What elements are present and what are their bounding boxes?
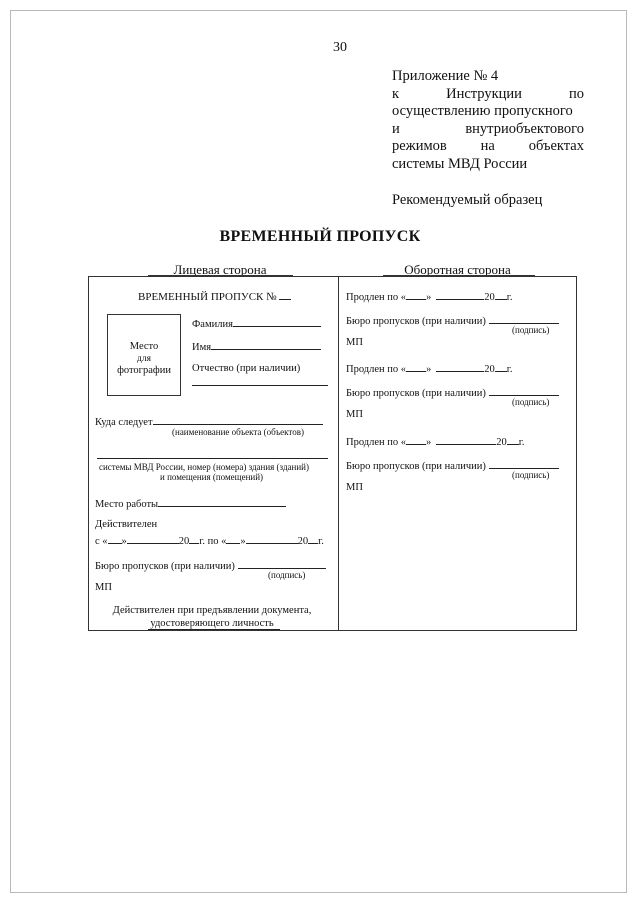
extended-day-field-1[interactable]: [406, 289, 426, 300]
patronymic-label: Отчество (при наличии): [192, 363, 301, 374]
back-bureau-label-3: Бюро пропусков (при наличии): [346, 461, 486, 472]
appendix-line-3-word-1: осуществлению пропускного: [392, 103, 573, 119]
front-side-header: Лицевая сторона: [173, 262, 267, 277]
surname-row: [192, 316, 321, 331]
extended-day-field-2[interactable]: [406, 361, 426, 372]
extended-year-prefix-2: 20: [484, 364, 495, 375]
destination-label: Куда следует: [95, 417, 153, 428]
valid-to-year-suffix: г.: [318, 536, 324, 547]
extended-day-field-3[interactable]: [406, 434, 426, 445]
appendix-line-4: [392, 121, 584, 139]
extended-quote-1: »: [426, 292, 432, 303]
appendix-line-6: [392, 156, 584, 174]
appendix-line-2: [392, 86, 584, 104]
back-signature-caption-1: (подпись): [512, 325, 550, 335]
appendix-block: [392, 68, 584, 173]
workplace-field[interactable]: [158, 496, 286, 507]
back-mp-label-1: МП: [346, 337, 363, 348]
name-row: [192, 339, 321, 354]
extended-year-field-3[interactable]: [507, 434, 519, 445]
valid-to-year-field[interactable]: [308, 533, 318, 544]
photo-placeholder: [107, 314, 181, 396]
destination-caption: (наименование объекта (объектов): [172, 427, 304, 437]
valid-from-day-field[interactable]: [108, 533, 122, 544]
appendix-line-6-word-1: системы МВД России: [392, 155, 528, 172]
front-pass-title: [138, 289, 291, 303]
appendix-line-2-word-3: по: [568, 85, 584, 102]
valid-from-close: »: [121, 536, 127, 547]
extended-month-field-3[interactable]: [436, 434, 496, 445]
page-number: 30: [333, 40, 347, 55]
front-footer-line-1: Действителен при предъявлении документа,: [112, 605, 312, 616]
patronymic-field[interactable]: [192, 385, 328, 386]
extended-year-suffix-1: г.: [506, 292, 513, 303]
name-label: Имя: [192, 342, 212, 353]
front-bureau-signature-field[interactable]: [238, 558, 326, 569]
appendix-line-1-word-1: Приложение № 4: [392, 68, 499, 84]
back-bureau-signature-field-3[interactable]: [489, 458, 559, 469]
extended-year-suffix-2: г.: [506, 364, 513, 375]
valid-from-year-field[interactable]: [189, 533, 199, 544]
front-bureau-label: Бюро пропусков (при наличии): [95, 561, 235, 572]
extended-label-2: Продлен по «: [346, 364, 407, 375]
front-mp-label: МП: [95, 582, 112, 593]
appendix-line-5-word-3: объектах: [528, 138, 584, 154]
extended-year-suffix-3: г.: [518, 437, 525, 448]
back-bureau-label-1: Бюро пропусков (при наличии): [346, 316, 486, 327]
extended-label-3: Продлен по «: [346, 437, 407, 448]
destination-field-2[interactable]: [97, 458, 328, 459]
surname-field[interactable]: [233, 316, 321, 327]
extended-row-2: [346, 361, 513, 376]
front-footer-line-2: удостоверяющего личность: [150, 618, 274, 629]
extended-quote-2: »: [426, 364, 432, 375]
front-pass-title-text: ВРЕМЕННЫЙ ПРОПУСК №: [138, 291, 277, 303]
front-signature-caption: (подпись): [268, 570, 306, 580]
appendix-line-2-word-2: Инструкции: [446, 85, 522, 102]
valid-from-year-prefix: 20: [178, 536, 190, 547]
valid-to-month-field[interactable]: [246, 533, 298, 544]
extended-year-prefix-3: 20: [496, 437, 507, 448]
back-bureau-signature-field-2[interactable]: [489, 385, 559, 396]
back-signature-caption-2: (подпись): [512, 397, 550, 407]
appendix-line-5-word-1: режимов: [392, 138, 447, 154]
back-signature-caption-3: (подпись): [512, 470, 550, 480]
valid-to-day-field[interactable]: [226, 533, 240, 544]
extended-quote-3: »: [426, 437, 432, 448]
workplace-label: Место работы: [95, 499, 159, 510]
appendix-line-5-word-2: на: [480, 138, 495, 154]
valid-to-close: »: [240, 536, 246, 547]
extended-month-field-2[interactable]: [436, 361, 484, 372]
appendix-line-2-word-1: к: [392, 85, 400, 102]
surname-label: Фамилия: [192, 319, 233, 330]
photo-line-2: для: [137, 354, 151, 364]
extended-year-prefix-1: 20: [484, 292, 495, 303]
front-footer-underline: [148, 629, 280, 630]
pass-number-field[interactable]: [279, 289, 291, 300]
appendix-line-1: [392, 68, 584, 86]
back-bureau-signature-field-1[interactable]: [489, 313, 559, 324]
back-bureau-label-2: Бюро пропусков (при наличии): [346, 388, 486, 399]
appendix-line-4-word-2: внутриобъектового: [465, 120, 584, 137]
appendix-line-5: [392, 138, 584, 156]
valid-from-open: с «: [95, 536, 108, 547]
valid-period-row: [95, 533, 324, 548]
appendix-line-3: [392, 103, 584, 121]
valid-to-open: г. по «: [199, 536, 227, 547]
destination-field[interactable]: [153, 414, 323, 425]
photo-line-3: фотографии: [117, 365, 171, 376]
recommended-sample-label: Рекомендуемый образец: [392, 192, 543, 208]
extended-row-1: [346, 289, 513, 304]
extended-year-field-2[interactable]: [495, 361, 507, 372]
back-side-header: Оборотная сторона: [404, 262, 511, 277]
appendix-line-4-word-1: и: [392, 120, 400, 137]
name-field[interactable]: [211, 339, 321, 350]
system-caption-1: системы МВД России, номер (номера) здания (зданий): [99, 462, 309, 472]
back-mp-label-2: МП: [346, 409, 363, 420]
extended-month-field-1[interactable]: [436, 289, 484, 300]
pass-form-divider: [338, 276, 339, 631]
document-title: ВРЕМЕННЫЙ ПРОПУСК: [219, 228, 421, 245]
extended-row-3: [346, 434, 525, 449]
extended-year-field-1[interactable]: [495, 289, 507, 300]
system-caption-2: и помещения (помещений): [160, 472, 264, 482]
extended-label-1: Продлен по «: [346, 292, 407, 303]
back-mp-label-3: МП: [346, 482, 363, 493]
photo-line-1: Место: [129, 341, 159, 352]
valid-from-month-field[interactable]: [127, 533, 179, 544]
workplace-row: [95, 496, 286, 511]
valid-to-year-prefix: 20: [297, 536, 309, 547]
valid-label: Действителен: [95, 519, 158, 530]
